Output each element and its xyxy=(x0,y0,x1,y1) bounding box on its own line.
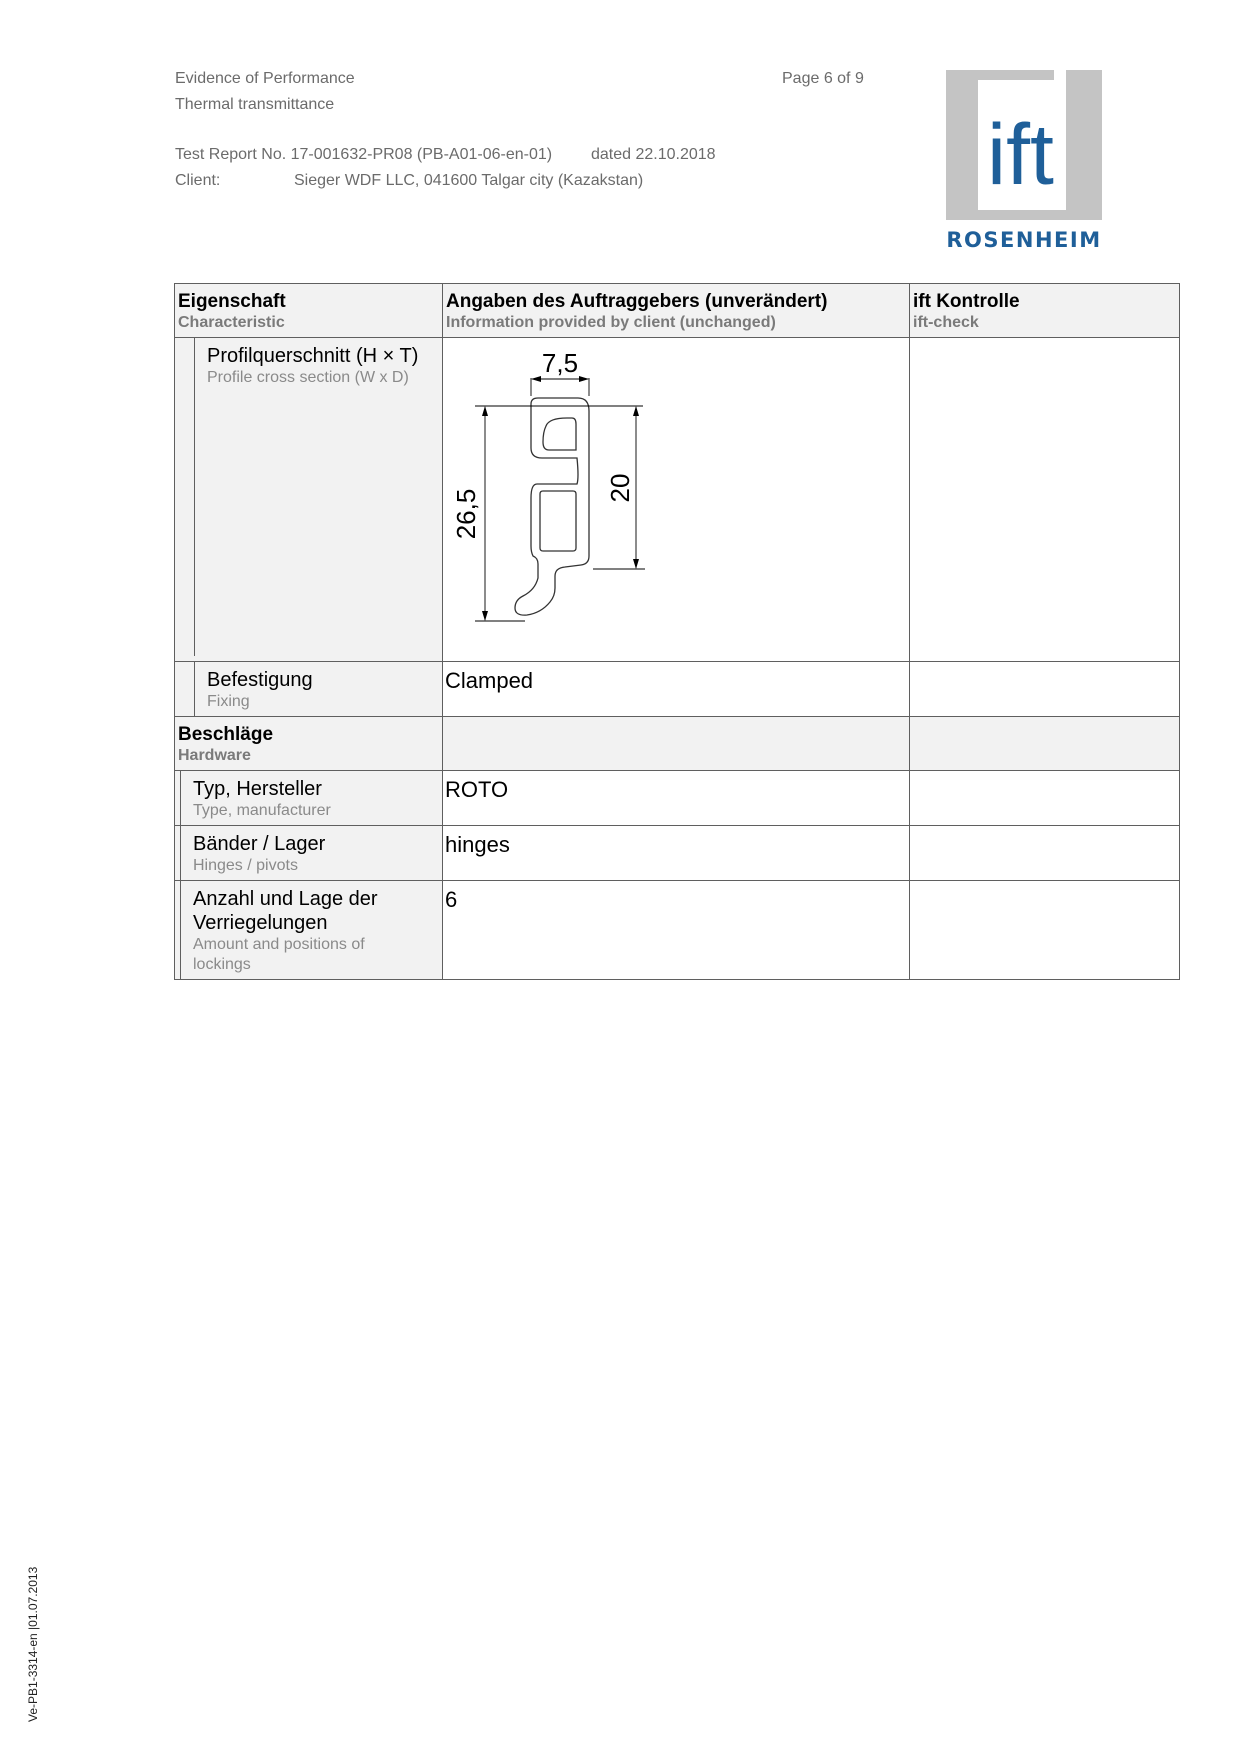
hardware-value-cell xyxy=(443,717,910,771)
hinges-label-en: Hinges / pivots xyxy=(193,857,298,874)
profile-label: Profilquerschnitt (H × T) xyxy=(207,345,419,367)
report-date: dated 22.10.2018 xyxy=(591,146,716,163)
row-hinges xyxy=(175,826,1180,881)
row-type xyxy=(175,771,1180,826)
form-code: Ve-PB1-3314-en |01.07.2013 xyxy=(26,1566,40,1722)
header-subtitle: Thermal transmittance xyxy=(175,96,335,113)
logo-city-text: ROSENHEIM xyxy=(946,228,1102,252)
client-value: Sieger WDF LLC, 041600 Talgar city (Kazakstan) xyxy=(294,172,644,189)
hardware-check-cell xyxy=(910,717,1180,771)
hinges-value: hinges xyxy=(445,832,510,857)
lockings-label-en: Amount and positions of lockings xyxy=(193,936,365,973)
type-check-cell xyxy=(910,771,1180,826)
fixing-check-cell xyxy=(910,662,1180,717)
row-lockings xyxy=(175,881,1180,980)
hardware-label: Beschläge xyxy=(178,724,274,745)
dim-height-label: 20 xyxy=(605,473,635,503)
profile-drawing-cell xyxy=(443,338,910,662)
row-profile xyxy=(175,338,1180,662)
lockings-check-cell xyxy=(910,881,1180,980)
hinges-label: Bänder / Lager xyxy=(193,833,326,855)
type-label: Typ, Hersteller xyxy=(193,778,322,800)
type-value: ROTO xyxy=(445,777,509,802)
fixing-label: Befestigung xyxy=(207,669,313,691)
report-number: Test Report No. 17-001632-PR08 (PB-A01-06-en-01) xyxy=(175,146,553,163)
logo-mark-text: ift xyxy=(987,107,1054,203)
type-label-en: Type, manufacturer xyxy=(193,802,331,819)
table-header-row xyxy=(175,284,1180,338)
fixing-label-en: Fixing xyxy=(207,693,250,710)
lockings-label: Anzahl und Lage der Verriegelungen xyxy=(193,888,378,934)
page-number: Page 6 of 9 xyxy=(782,70,864,87)
lockings-value: 6 xyxy=(445,887,458,912)
profile-label-en: Profile cross section (W x D) xyxy=(207,369,409,386)
profile-cross-section-drawing xyxy=(443,338,910,656)
row-hardware xyxy=(175,717,1180,771)
header-ift-check: ift Kontrolle ift-check xyxy=(910,284,1180,338)
dim-total-height-label: 26,5 xyxy=(451,488,481,540)
hinges-check-cell xyxy=(910,826,1180,881)
header-title: Evidence of Performance xyxy=(175,70,355,87)
profile-check-cell xyxy=(910,338,1180,662)
dim-width-label: 7,5 xyxy=(541,348,579,378)
client-label: Client: xyxy=(175,172,221,189)
header-client-info: Angaben des Auftraggebers (unverändert) Information provided by client (unchanged) xyxy=(443,284,910,338)
fixing-value: Clamped xyxy=(445,668,534,693)
hardware-label-en: Hardware xyxy=(178,747,251,764)
characteristics-table xyxy=(174,283,1180,980)
row-fixing xyxy=(175,662,1180,717)
ift-rosenheim-logo xyxy=(946,70,1102,252)
header-characteristic: Eigenschaft Characteristic xyxy=(175,284,443,338)
